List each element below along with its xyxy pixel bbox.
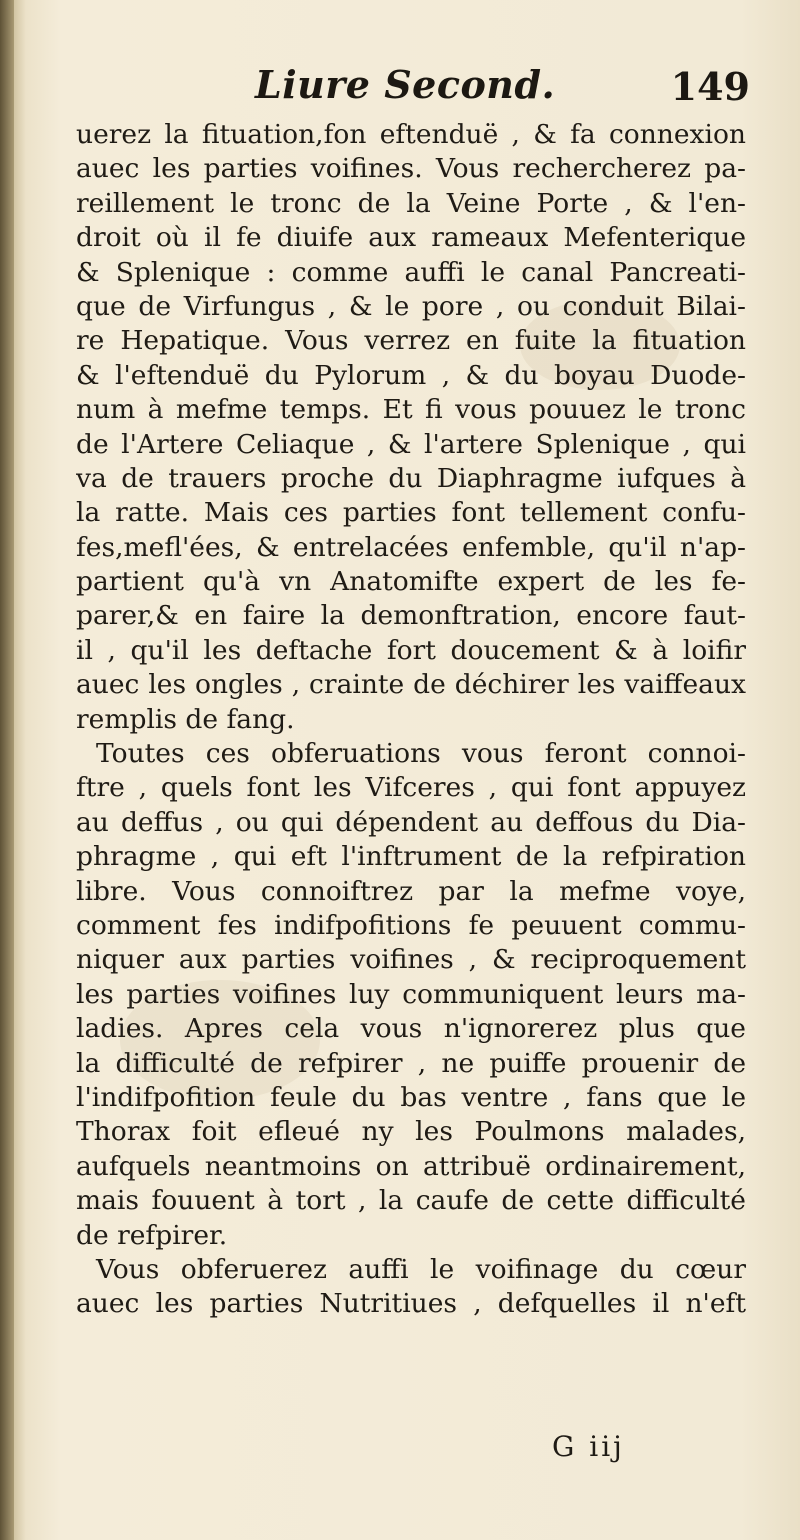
- text-line: aufquels neantmoins on attribuë ordinairement,: [76, 1150, 746, 1182]
- text-line: ftre , quels font les Vifceres , qui font appuyez: [76, 772, 746, 804]
- text-line: de l'Artere Celiaque , & l'artere Splenique , qui: [76, 428, 746, 460]
- text-line: uerez la fituation,fon eftenduë , & fa connexion: [76, 119, 746, 150]
- text-line: Toutes ces obferuations vous feront connoi-: [96, 738, 746, 770]
- text-line: phragme , qui eft l'inftrument de la refpiration: [76, 841, 746, 873]
- text-line: num à mefme temps. Et fi vous pouuez le tronc: [76, 394, 746, 426]
- text-line: mais fouuent à tort , la caufe de cette difficulté: [76, 1185, 746, 1217]
- text-line: Thorax foit efleué ny les Poulmons malades,: [76, 1116, 746, 1148]
- signature-mark: G iij: [552, 1430, 625, 1463]
- text-line: Vous obferuerez auffi le voifinage du cœur: [96, 1253, 746, 1285]
- text-line: & Splenique : comme auffi le canal Pancreati-: [76, 256, 746, 288]
- book-spine: [0, 0, 14, 1540]
- body-text: [76, 118, 746, 1322]
- text-line: reillement le tronc de la Veine Porte , & l'en-: [76, 187, 746, 219]
- text-line: & l'eftenduë du Pylorum , & du boyau Duode-: [76, 359, 746, 391]
- text-line: ladies. Apres cela vous n'ignorerez plus que: [76, 1013, 746, 1045]
- text-line: libre. Vous connoiftrez par la mefme voye,: [76, 875, 746, 907]
- page-number: 149: [670, 64, 750, 109]
- text-line: au deffus , ou qui dépendent au deffous du Dia-: [76, 806, 746, 838]
- text-line: va de trauers proche du Diaphragme iufques à: [76, 462, 746, 494]
- text-line: auec les parties voifines. Vous rechercherez pa-: [76, 153, 746, 185]
- text-line: il , qu'il les deftache fort doucement & à loifir: [76, 634, 746, 666]
- running-head: Liure Second.: [255, 62, 556, 107]
- text-line: re Hepatique. Vous verrez en fuite la fituation: [76, 325, 746, 357]
- text-line: remplis de fang.: [76, 703, 295, 735]
- text-line: les parties voifines luy communiquent leurs ma-: [76, 978, 746, 1010]
- text-line: partient qu'à vn Anatomifte expert de les fe-: [76, 566, 746, 598]
- text-line: comment fes indifpofitions fe peuuent commu-: [76, 909, 746, 941]
- text-line: auec les ongles , crainte de déchirer les vaiffeaux: [76, 669, 746, 701]
- text-line: de refpirer.: [76, 1219, 228, 1251]
- text-line: niquer aux parties voifines , & reciproquement: [76, 944, 746, 976]
- page-header: [80, 62, 750, 122]
- text-line: droit où il fe diuife aux rameaux Mefenterique: [76, 222, 746, 254]
- text-line: l'indifpofition feule du bas ventre , fans que le: [76, 1081, 746, 1113]
- text-line: la ratte. Mais ces parties font tellement confu-: [76, 497, 746, 529]
- text-line: auec les parties Nutritiues , defquelles il n'eft: [76, 1288, 746, 1320]
- text-line: que de Virfungus , & le pore , ou conduit Bilai-: [76, 290, 746, 322]
- text-line: parer,& en faire la demonftration, encore faut-: [76, 600, 746, 632]
- text-line: la difficulté de refpirer , ne puiffe prouenir de: [76, 1047, 746, 1079]
- text-line: fes,mefl'ées, & entrelacées enfemble, qu'il n'ap-: [76, 531, 746, 563]
